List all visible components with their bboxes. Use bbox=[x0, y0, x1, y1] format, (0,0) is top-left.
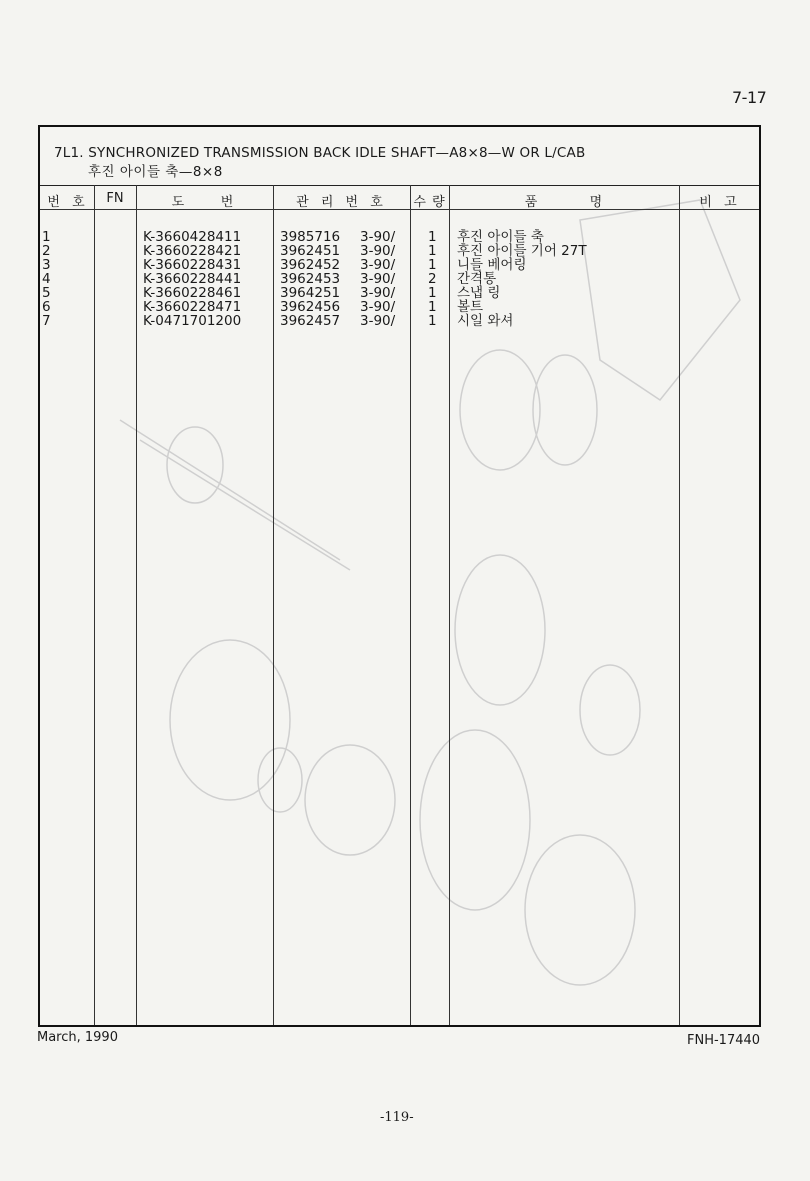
row-revision: 3-90/ bbox=[360, 285, 396, 301]
folio-number: -119- bbox=[380, 1110, 414, 1125]
row-part-name: 시일 와셔 bbox=[457, 313, 514, 329]
row-no: 2 bbox=[42, 243, 51, 259]
header-fn: FN bbox=[106, 191, 124, 206]
row-part-name: 후진 아이들 기어 27T bbox=[457, 243, 587, 259]
row-management-number: 3962452 bbox=[280, 257, 341, 273]
row-no: 4 bbox=[42, 271, 51, 287]
column-divider bbox=[273, 185, 274, 1025]
row-drawing-number: K-3660228421 bbox=[143, 243, 242, 259]
header-no: 번 호 bbox=[47, 195, 89, 210]
title-box bbox=[40, 127, 759, 186]
row-management-number: 3962457 bbox=[280, 313, 341, 329]
row-management-number: 3962453 bbox=[280, 271, 341, 287]
row-quantity: 1 bbox=[428, 285, 437, 301]
row-no: 1 bbox=[42, 229, 51, 245]
row-drawing-number: K-3660228461 bbox=[143, 285, 242, 301]
row-revision: 3-90/ bbox=[360, 243, 396, 259]
column-divider bbox=[449, 185, 450, 1025]
row-drawing-number: K-3660228441 bbox=[143, 271, 242, 287]
row-no: 5 bbox=[42, 285, 51, 301]
header-part-name: 품 명 bbox=[524, 195, 604, 210]
row-revision: 3-90/ bbox=[360, 229, 396, 245]
parts-table-frame bbox=[38, 125, 761, 1027]
row-part-name: 후진 아이들 축 bbox=[457, 229, 544, 245]
row-drawing-number: K-0471701200 bbox=[143, 313, 242, 329]
row-quantity: 1 bbox=[428, 313, 437, 329]
row-quantity: 2 bbox=[428, 271, 437, 287]
row-management-number: 3962456 bbox=[280, 299, 341, 315]
header-quantity: 수 량 bbox=[413, 195, 446, 210]
row-drawing-number: K-3660228471 bbox=[143, 299, 242, 315]
row-part-name: 스냅 링 bbox=[457, 285, 501, 301]
column-divider bbox=[679, 185, 680, 1025]
row-revision: 3-90/ bbox=[360, 257, 396, 273]
row-part-name: 볼트 bbox=[457, 299, 484, 315]
column-divider bbox=[94, 185, 95, 1025]
column-divider bbox=[136, 185, 137, 1025]
header-drawing-number: 도 번 bbox=[171, 195, 238, 210]
section-title: 7L1. SYNCHRONIZED TRANSMISSION BACK IDLE SHAFT—A8×8—W OR L/CAB bbox=[54, 145, 586, 161]
row-management-number: 3985716 bbox=[280, 229, 341, 245]
row-drawing-number: K-3660228431 bbox=[143, 257, 242, 273]
row-no: 6 bbox=[42, 299, 51, 315]
row-management-number: 3962451 bbox=[280, 243, 341, 259]
publication-date: March, 1990 bbox=[37, 1030, 118, 1045]
row-revision: 3-90/ bbox=[360, 313, 396, 329]
row-management-number: 3964251 bbox=[280, 285, 341, 301]
section-title-korean: 후진 아이들 축—8×8 bbox=[88, 164, 223, 180]
row-quantity: 1 bbox=[428, 229, 437, 245]
row-quantity: 1 bbox=[428, 257, 437, 273]
row-drawing-number: K-3660428411 bbox=[143, 229, 242, 245]
row-revision: 3-90/ bbox=[360, 271, 396, 287]
row-no: 3 bbox=[42, 257, 51, 273]
page-number: 7-17 bbox=[732, 88, 767, 107]
row-revision: 3-90/ bbox=[360, 299, 396, 315]
row-no: 7 bbox=[42, 313, 51, 329]
header-management-number: 관 리 번 호 bbox=[296, 195, 387, 210]
row-part-name: 간격통 bbox=[457, 271, 497, 287]
document-number: FNH-17440 bbox=[687, 1033, 761, 1048]
row-quantity: 1 bbox=[428, 299, 437, 315]
row-part-name: 니들 베어링 bbox=[457, 257, 527, 273]
column-divider bbox=[410, 185, 411, 1025]
header-remark: 비 고 bbox=[699, 195, 741, 210]
row-quantity: 1 bbox=[428, 243, 437, 259]
